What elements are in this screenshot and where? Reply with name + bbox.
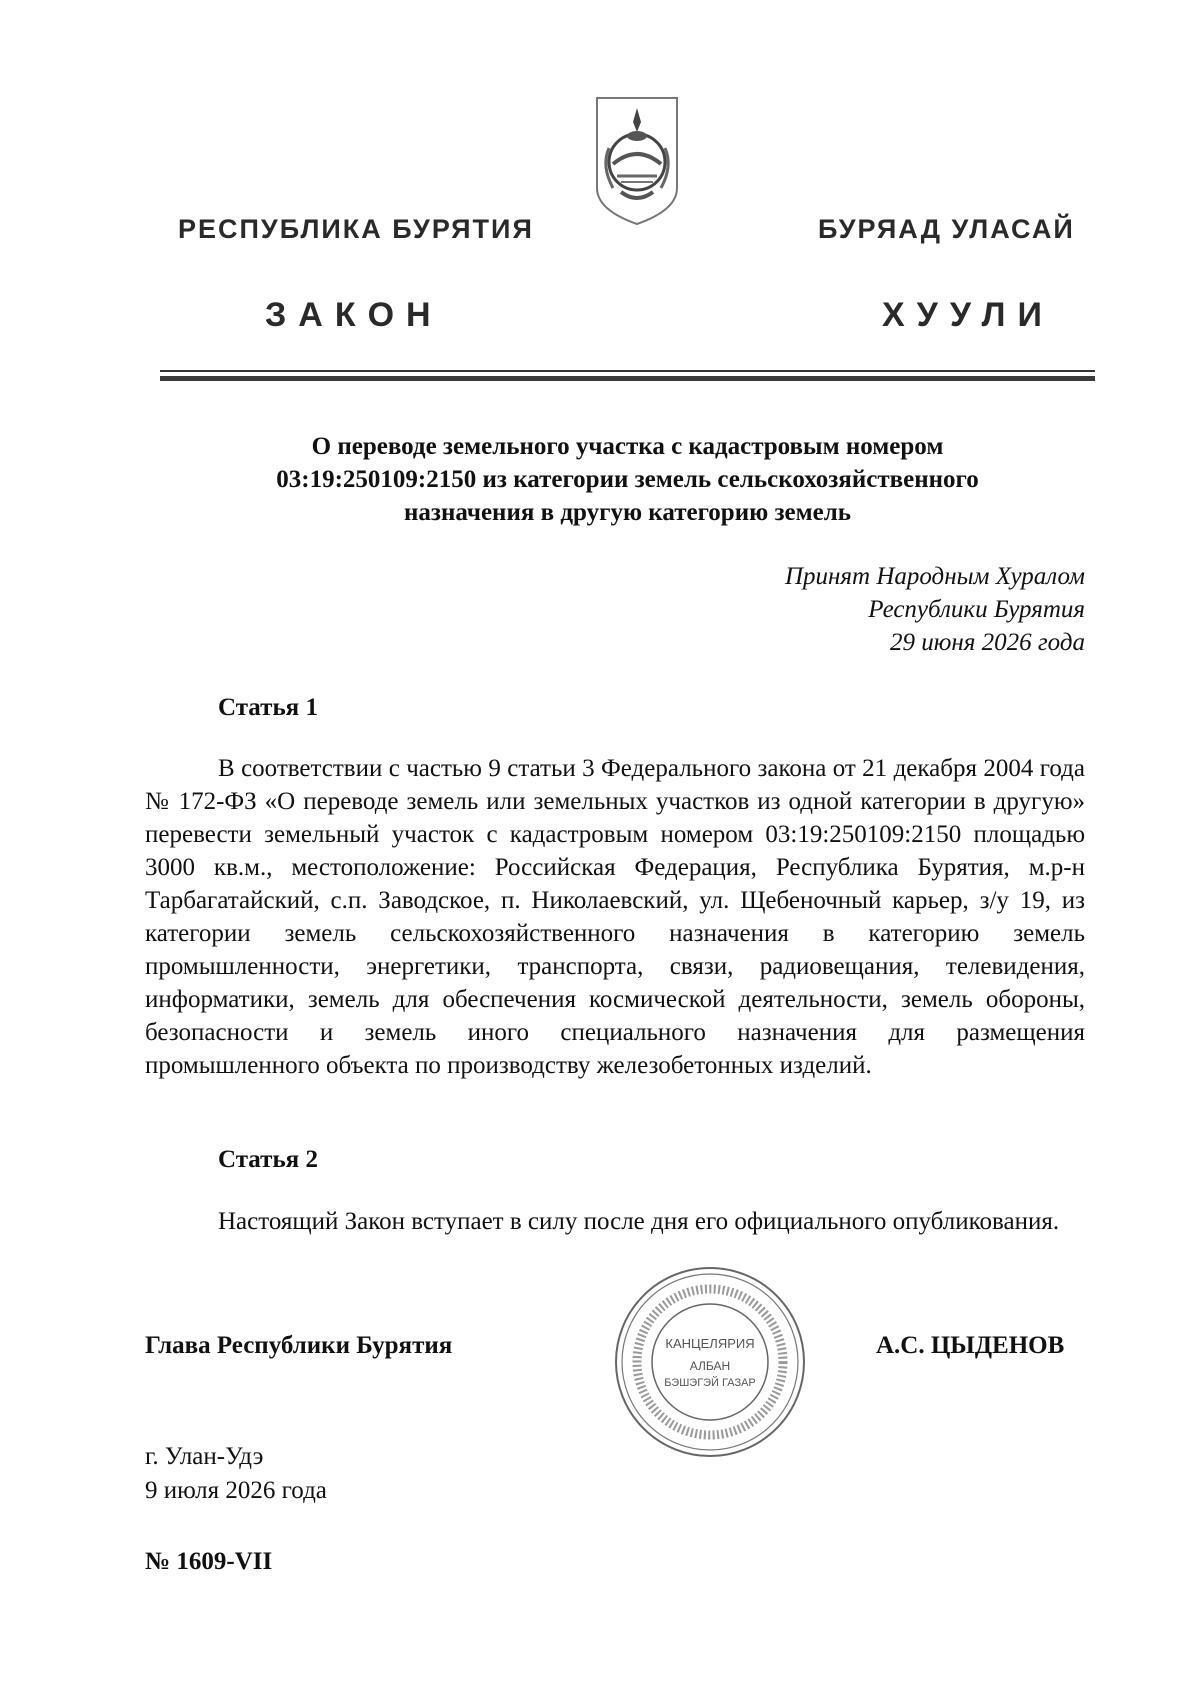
place-and-date — [145, 1440, 327, 1508]
adoption-note-line: Принят Народным Хуралом — [784, 563, 1085, 590]
article-2-heading: Статья 2 — [218, 1146, 318, 1173]
stamp-center-line: КАНЦЕЛЯРИЯ — [665, 1336, 755, 1351]
official-stamp — [610, 1262, 810, 1462]
coat-of-arms-emblem — [591, 92, 683, 228]
article-2-text: Настоящий Закон вступает в силу после дня его официального опубликования. — [218, 1208, 1060, 1235]
law-title-line: назначения в другую категорию земель — [404, 499, 851, 526]
stamp-center-line: АЛБАН — [689, 1359, 731, 1373]
law-title — [160, 430, 1095, 529]
article-1-text: В соответствии с частью 9 статьи 3 Федерального закона от 21 декабря 2004 года № 172-ФЗ «О переводе земель или земельных участков из одной категории в другую» перевести земельный участок с кадастровым номером 03:19:250109:2150 площадью 3000 кв.м., местоположение: Российская Федерация, Республика Бурятия, м.р-н Тарбагатайский, с.п. Заводское, п. Николаевский, ул. Щебеночный карьер, з/у 19, из категории земель сельскохозяйственного назначения в категорию земель промышленности, энергетики, транспорта, связи, радиовещания, телевидения, информатики, земель для обеспечения космической деятельности, земель обороны, безопасности и земель иного специального назначения для размещения промышленного объекта по производству железобетонных изделий. — [145, 755, 1085, 1079]
law-label-russian: ЗАКОН — [265, 296, 443, 334]
law-title-line: 03:19:250109:2150 из категории земель сельскохозяйственного — [276, 466, 979, 493]
republic-name-buryat: БУРЯАД УЛАСАЙ — [818, 214, 1075, 244]
header-divider-thin — [160, 370, 1095, 372]
signatory-name: А.С. ЦЫДЕНОВ — [876, 1332, 1065, 1359]
adoption-note-line: Республики Бурятия — [868, 596, 1085, 623]
republic-name-russian: РЕСПУБЛИКА БУРЯТИЯ — [178, 214, 534, 244]
signing-city: г. Улан-Удэ — [145, 1443, 264, 1470]
adoption-note-line: 29 июня 2026 года — [890, 629, 1085, 656]
law-label-buryat: ХУУЛИ — [882, 296, 1054, 334]
law-number: № 1609-VII — [145, 1548, 273, 1575]
signing-date: 9 июля 2026 года — [145, 1477, 327, 1504]
header-divider-thick — [160, 376, 1095, 381]
signatory-title: Глава Республики Бурятия — [145, 1332, 453, 1359]
adoption-note — [600, 560, 1085, 659]
article-1-heading: Статья 1 — [218, 694, 318, 721]
law-title-line: О переводе земельного участка с кадастровым номером — [311, 433, 944, 460]
stamp-center-line: БЭШЭГЭЙ ГАЗАР — [664, 1377, 756, 1389]
